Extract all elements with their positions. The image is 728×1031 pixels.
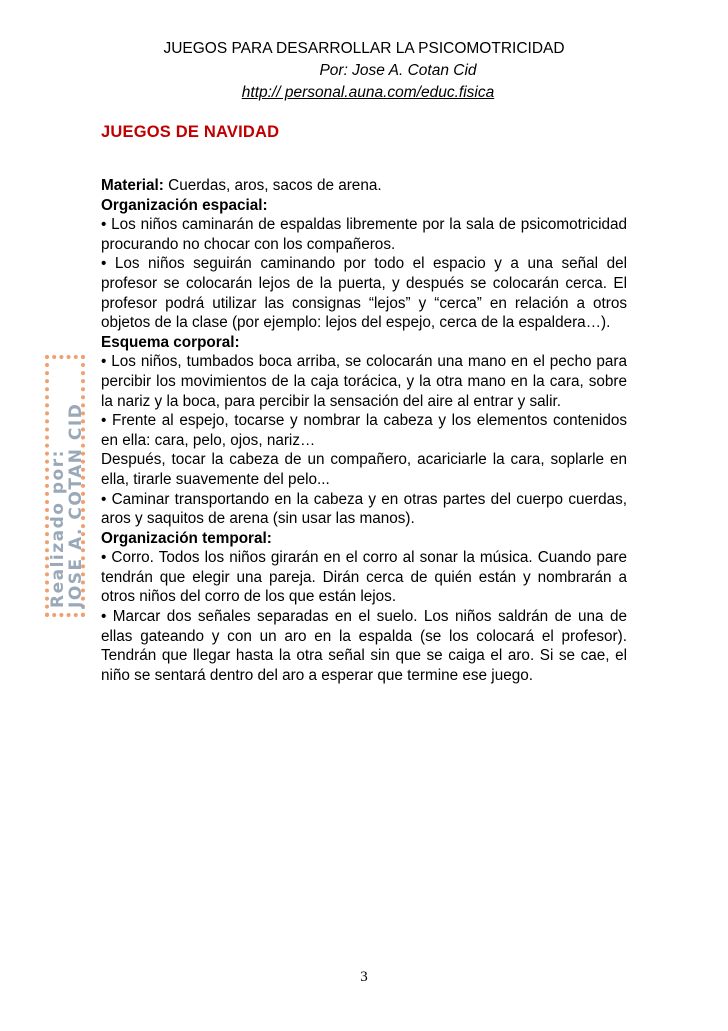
stamp-line-1: Realizado por:	[48, 449, 68, 608]
material-paragraph	[101, 176, 627, 196]
paragraph: • Los niños, tumbados boca arriba, se colocarán una mano en el pecho para percibir los movimientos de la caja torácica, y la otra mano en la cara, sobre la nariz y la boca, para percibir la sensación del aire al entrar y salir.	[101, 353, 627, 410]
page-number: 3	[360, 969, 368, 985]
paragraph: • Caminar transportando en la cabeza y en otras partes del cuerpo cuerdas, aros y saquitos de arena (sin usar las manos).	[101, 490, 627, 528]
author-stamp	[49, 342, 89, 612]
paragraph: Después, tocar la cabeza de un compañero, acariciarle la cara, soplarle en ella, tirarle suavemente del pelo...	[101, 451, 627, 488]
section-title: JUEGOS DE NAVIDAD	[101, 123, 280, 141]
main-content	[101, 176, 627, 685]
document-url: http:// personal.auna.com/educ.fisica	[241, 84, 495, 101]
document-title: JUEGOS PARA DESARROLLAR LA PSICOMOTRICIDAD	[163, 40, 565, 57]
stamp-line-2: JOSE A. COTAN CID	[66, 402, 86, 608]
paragraph: • Corro. Todos los niños girarán en el corro al sonar la música. Cuando pare tendrán que elegir una pareja. Dirán cerca de quién están y nombrarán a otros niños del corro de los que están lejos.	[101, 549, 627, 606]
material-label: Material:	[101, 177, 164, 194]
material-text: Cuerdas, aros, sacos de arena.	[163, 177, 382, 194]
paragraph: • Marcar dos señales separadas en el suelo. Los niños saldrán de una de ellas gateando y con un aro en la espalda (se los colocará el profesor). Tendrán que llegar hasta la otra señal sin que se caiga el aro. Si se cae, el niño se sentará dentro del aro a esperar que termine ese juego.	[101, 608, 627, 684]
paragraph: • Los niños caminarán de espaldas libremente por la sala de psicomotricidad procurando no chocar con los compañeros.	[101, 216, 627, 253]
document-author: Por: Jose A. Cotan Cid	[319, 62, 477, 79]
heading-organizacion-espacial: Organización espacial:	[101, 196, 268, 214]
heading-esquema-corporal: Esquema corporal:	[101, 333, 240, 351]
paragraph: • Los niños seguirán caminando por todo el espacio y a una señal del profesor se colocarán lejos de la puerta, y después se colocarán cerca. El profesor podrá utilizar las consignas “lejos” y “cerca” en relación a otros objetos de la clase (por ejemplo: lejos del espejo, cerca de la espaldera…).	[101, 255, 627, 332]
paragraph: • Frente al espejo, tocarse y nombrar la cabeza y los elementos contenidos en ella: cara, pelo, ojos, nariz…	[101, 412, 627, 449]
heading-organizacion-temporal: Organización temporal:	[101, 529, 272, 547]
